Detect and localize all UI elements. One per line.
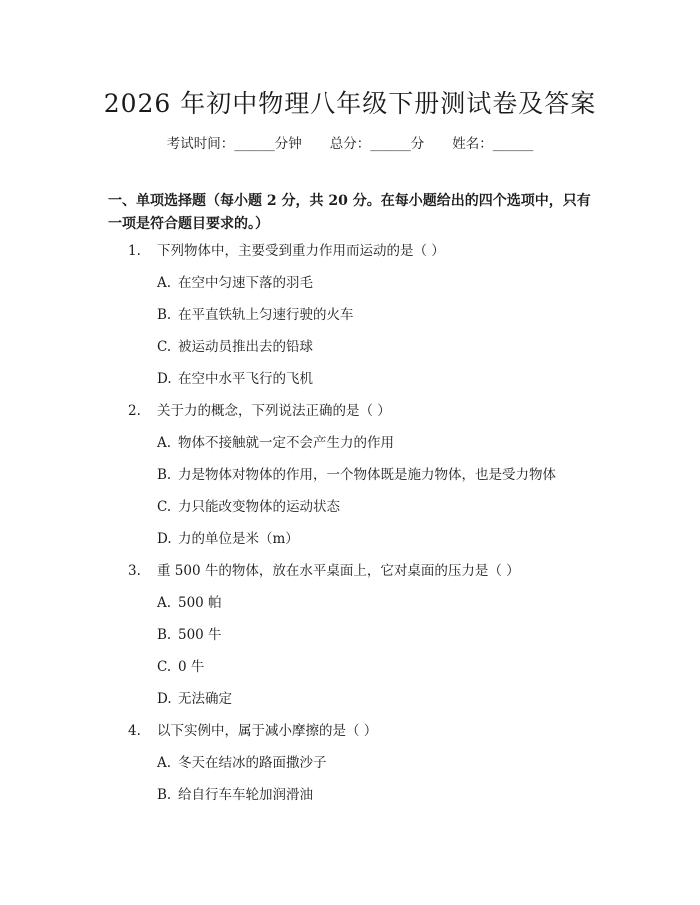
option-text: 力的单位是米（m） bbox=[178, 531, 299, 547]
option-text: 冬天在结冰的路面撒沙子 bbox=[178, 755, 327, 771]
question-text: 关于力的概念，下列说法正确的是（ ） bbox=[157, 403, 391, 419]
option-2-c bbox=[0, 497, 700, 529]
option-2-a bbox=[0, 433, 700, 465]
question-number: 4. bbox=[128, 723, 141, 739]
exam-time-label: 考试时间：______分钟 bbox=[166, 136, 302, 152]
question-3 bbox=[0, 561, 700, 593]
option-text: 在空中匀速下落的羽毛 bbox=[178, 275, 313, 291]
option-letter: C. bbox=[157, 499, 172, 515]
question-1 bbox=[0, 241, 700, 273]
option-1-d bbox=[0, 369, 700, 401]
question-4 bbox=[0, 721, 700, 753]
question-list bbox=[0, 241, 700, 817]
option-3-d bbox=[0, 689, 700, 721]
option-text: 500 帕 bbox=[178, 595, 222, 611]
option-text: 0 牛 bbox=[178, 659, 205, 675]
option-letter: B. bbox=[157, 787, 172, 803]
exam-meta bbox=[0, 132, 700, 152]
question-text: 重 500 牛的物体，放在水平桌面上，它对桌面的压力是（ ） bbox=[157, 563, 520, 579]
option-text: 被运动员推出去的铅球 bbox=[178, 339, 313, 355]
option-1-c bbox=[0, 337, 700, 369]
option-2-b bbox=[0, 465, 700, 497]
option-1-b bbox=[0, 305, 700, 337]
option-letter: B. bbox=[157, 627, 172, 643]
question-number: 2. bbox=[128, 403, 141, 419]
option-text: 力只能改变物体的运动状态 bbox=[178, 499, 340, 515]
option-letter: A. bbox=[157, 595, 172, 611]
option-letter: A. bbox=[157, 435, 172, 451]
question-number: 3. bbox=[128, 563, 141, 579]
option-letter: D. bbox=[157, 531, 172, 547]
option-text: 无法确定 bbox=[178, 691, 232, 707]
question-text: 下列物体中，主要受到重力作用而运动的是（ ） bbox=[157, 243, 445, 259]
option-4-a bbox=[0, 753, 700, 785]
option-3-c bbox=[0, 657, 700, 689]
option-letter: B. bbox=[157, 307, 172, 323]
section-heading: 一、单项选择题（每小题 2 分，共 20 分。在每小题给出的四个选项中，只有一项是符合题目要求的。） bbox=[108, 193, 591, 232]
option-3-a bbox=[0, 593, 700, 625]
student-name-label: 姓名：______ bbox=[452, 136, 534, 152]
option-letter: D. bbox=[157, 691, 172, 707]
option-text: 力是物体对物体的作用，一个物体既是施力物体，也是受力物体 bbox=[178, 467, 556, 483]
question-text: 以下实例中，属于减小摩擦的是（ ） bbox=[157, 723, 378, 739]
option-1-a bbox=[0, 273, 700, 305]
option-letter: A. bbox=[157, 755, 172, 771]
question-number: 1. bbox=[128, 243, 141, 259]
option-letter: C. bbox=[157, 659, 172, 675]
option-text: 给自行车车轮加润滑油 bbox=[178, 787, 313, 803]
option-letter: B. bbox=[157, 467, 172, 483]
option-2-d bbox=[0, 529, 700, 561]
option-3-b bbox=[0, 625, 700, 657]
option-letter: C. bbox=[157, 339, 172, 355]
option-4-b bbox=[0, 785, 700, 817]
question-2 bbox=[0, 401, 700, 433]
option-text: 500 牛 bbox=[178, 627, 222, 643]
option-text: 在空中水平飞行的飞机 bbox=[178, 371, 313, 387]
option-text: 物体不接触就一定不会产生力的作用 bbox=[178, 435, 394, 451]
option-letter: D. bbox=[157, 371, 172, 387]
page-title: 2026 年初中物理八年级下册测试卷及答案 bbox=[103, 89, 597, 118]
option-text: 在平直铁轨上匀速行驶的火车 bbox=[178, 307, 354, 323]
total-score-label: 总分：______分 bbox=[329, 136, 425, 152]
option-letter: A. bbox=[157, 275, 172, 291]
